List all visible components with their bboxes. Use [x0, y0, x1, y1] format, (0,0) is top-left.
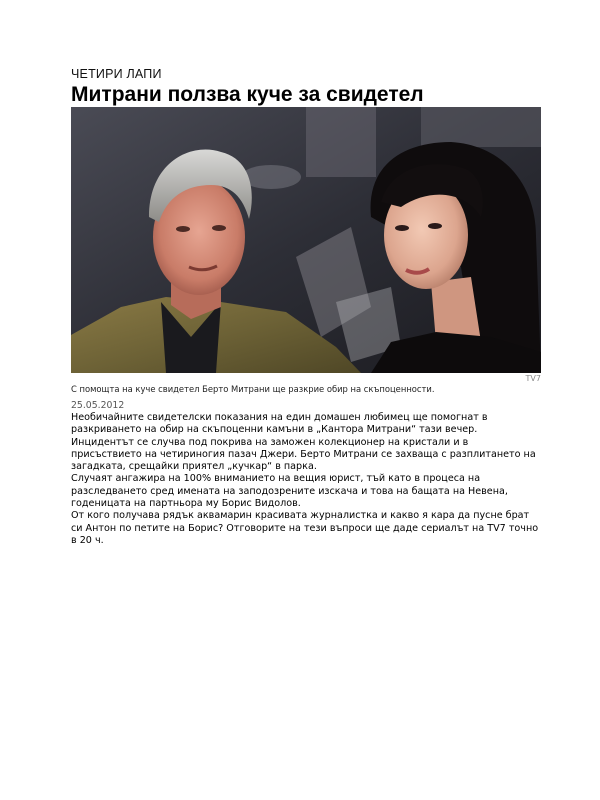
article-photo — [71, 107, 541, 373]
photo-caption: С помощта на куче свидетел Берто Митрани ще разкрие обир на скъпоценности. — [71, 384, 435, 394]
article — [71, 66, 541, 547]
body-paragraph: От кого получава рядък аквамарин красивата журналистка и какво я кара да пусне брат си Антон по петите на Борис? Отговорите на тези въпроси ще даде сериалът на TV7 точно в 20 ч. — [71, 510, 539, 546]
body-paragraph: Необичайните свидетелски показания на един домашен любимец ще помогнат в разкриването на обир на скъпоценни камъни в „Кантора Митрани“ тази вечер. Инцидентът се случва под покрива на заможен колекционер на кристали и в присъствието на четириногия пазач Джери. Берто Митрани се захваща с разплитането на загадката, срещайки приятел „кучкар“ в парка. — [71, 412, 536, 473]
photo-credit: TV7 — [525, 374, 541, 383]
publish-date: 25.05.2012 — [71, 400, 125, 411]
body-paragraph: Случаят ангажира на 100% вниманието на вещия юрист, тъй като в процеса на разследването сред имената на заподозрените изскача и това на бащата на Невена, годеницата на партньора му Борис Видолов. — [71, 473, 508, 510]
article-headline: Митрани ползва куче за свидетел — [71, 83, 424, 106]
article-body — [71, 412, 541, 547]
section-kicker: ЧЕТИРИ ЛАПИ — [71, 67, 162, 81]
